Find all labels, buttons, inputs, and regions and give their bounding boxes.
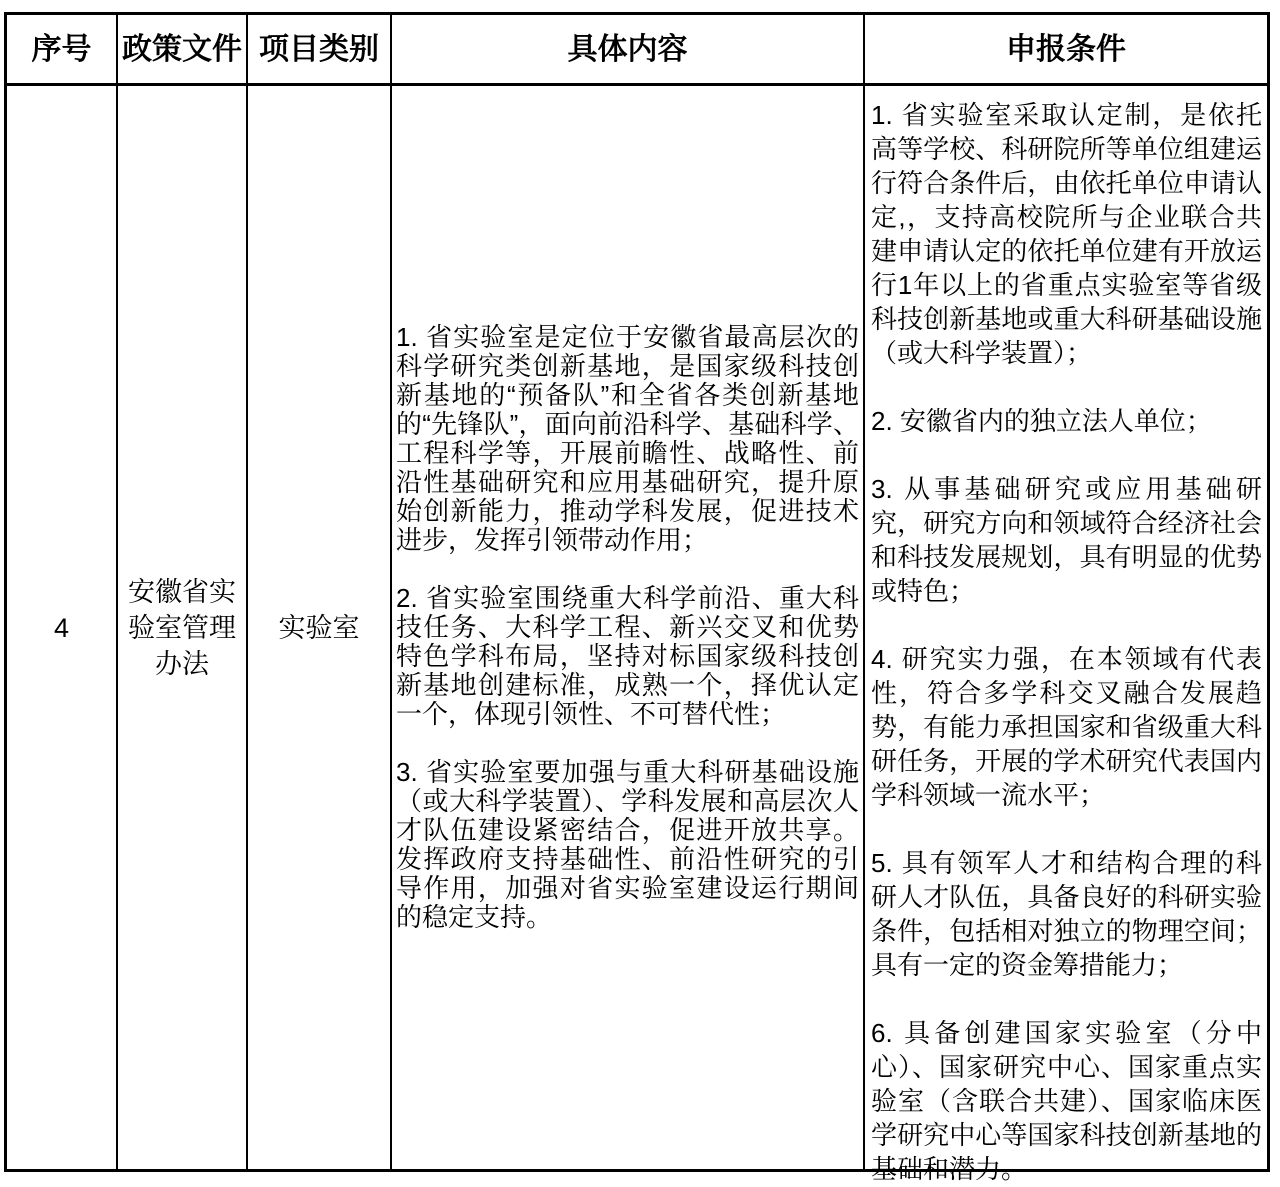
cell-project-category xyxy=(248,86,392,1169)
header-policy-document: 政策文件 xyxy=(118,15,248,83)
paragraph: 1. 省实验室是定位于安徽省最高层次的科学研究类创新基地，是国家级科技创新基地的“预备队”和全省各类创新基地的“先锋队”，面向前沿科学、基础科学、工程科学等，开展前瞻性、战略性、前沿性基础研究和应用基础研究，提升原始创新能力，推动学科发展，促进技术进步，发挥引领带动作用； xyxy=(396,322,859,555)
policy-document-value: 安徽省实验室管理办法 xyxy=(128,576,236,679)
row-index-value: 4 xyxy=(53,612,70,643)
header-conditions: 申报条件 xyxy=(1006,32,1126,66)
paragraph: 6. 具备创建国家实验室（分中心）、国家研究中心、国家重点实验室（含联合共建）、国家临床医学研究中心等国家科技创新基地的基础和潜力。 xyxy=(871,1018,1262,1184)
paragraph: 3. 省实验室要加强与重大科研基础设施（或大科学装置）、学科发展和高层次人才队伍建设紧密结合，促进开放共享。发挥政府支持基础性、前沿性研究的引导作用，加强对省实验室建设运行期间的稳定支持。 xyxy=(396,757,859,932)
table-row xyxy=(7,86,1267,1184)
policy-table xyxy=(4,12,1270,1184)
cell-content xyxy=(392,86,865,1169)
paragraph: 2. 安徽省内的独立法人单位； xyxy=(871,406,1212,436)
header-content: 具体内容 xyxy=(392,15,865,83)
paragraph: 2. 省实验室围绕重大科学前沿、重大科技任务、大科学工程、新兴交叉和优势特色学科布局，坚持对标国家级科技创新基地创建标准，成熟一个，择优认定一个，体现引领性、不可替代性； xyxy=(396,583,859,729)
cell-conditions xyxy=(865,86,1267,1184)
table-header-row xyxy=(7,15,1267,86)
header-project-category: 项目类别 xyxy=(248,15,392,83)
paragraph: 3. 从事基础研究或应用基础研究，研究方向和领域符合经济社会和科技发展规划，具有明显的优势或特色； xyxy=(871,474,1262,606)
cell-policy-document xyxy=(118,86,248,1169)
paragraph: 1. 省实验室采取认定制，是依托高等学校、科研院所等单位组建运行符合条件后，由依托单位申请认定,，支持高校院所与企业联合共建申请认定的依托单位建有开放运行1年以上的省重点实验室等省级科技创新基地或重大科研基础设施（或大科学装置）； xyxy=(871,100,1262,368)
header-index: 序号 xyxy=(7,15,118,83)
conditions-paragraphs xyxy=(871,98,1262,1186)
cell-index xyxy=(7,86,118,1169)
paragraph: 4. 研究实力强，在本领域有代表性，符合多学科交叉融合发展趋势，有能力承担国家和省级重大科研任务，开展的学术研究代表国内学科领域一流水平； xyxy=(871,644,1262,810)
project-category-value: 实验室 xyxy=(278,612,360,643)
content-paragraphs xyxy=(396,323,859,932)
paragraph: 5. 具有领军人才和结构合理的科研人才队伍，具备良好的科研实验条件，包括相对独立的物理空间；具有一定的资金筹措能力； xyxy=(871,848,1262,980)
